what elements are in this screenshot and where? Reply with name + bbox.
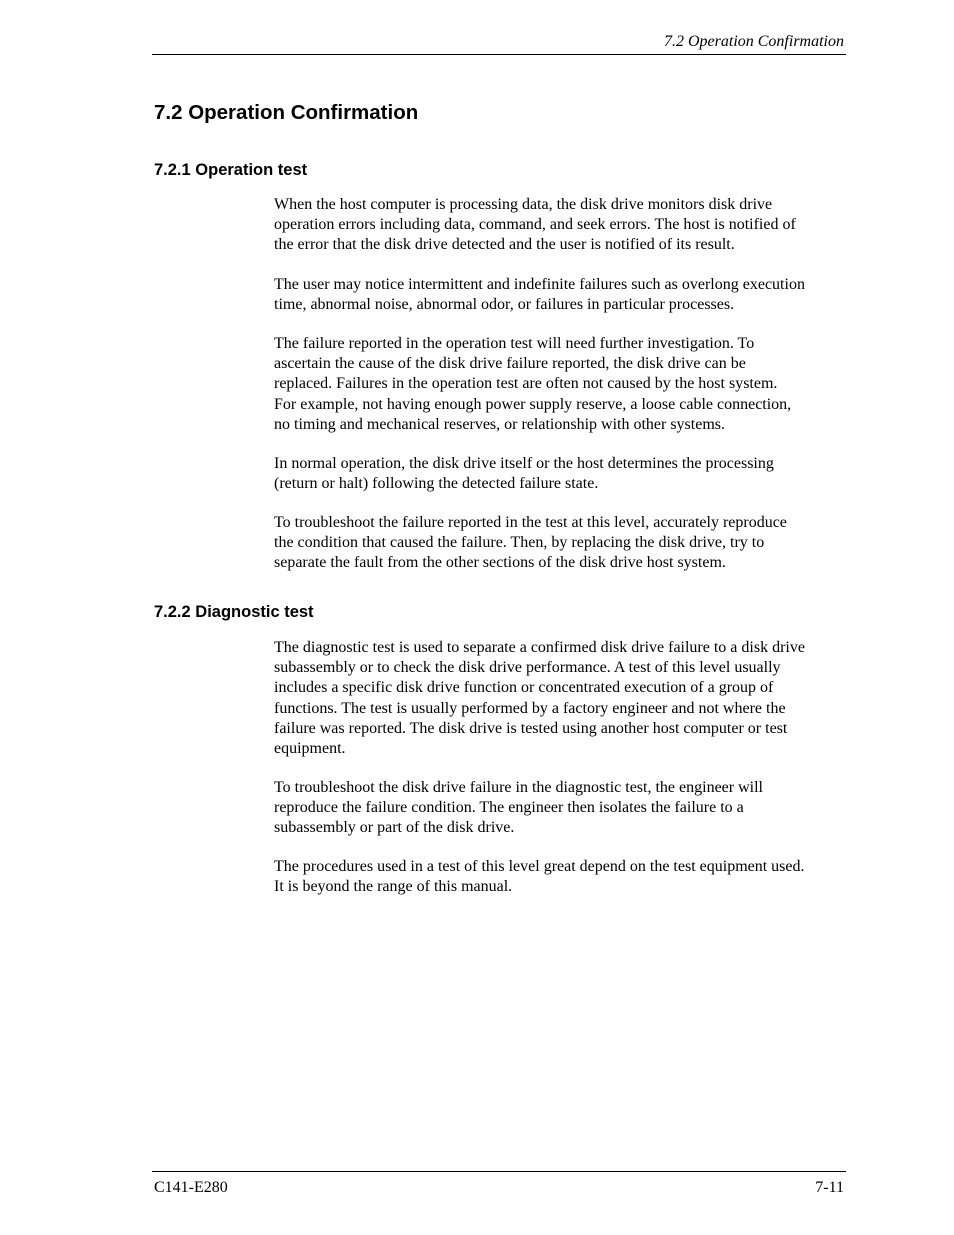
page-footer <box>152 1171 846 1202</box>
operation-test-paragraph: The failure reported in the operation test will need further investigation. To ascertain the cause of the disk drive failure reported, the disk drive can be replaced. Failures in the operation test are often not caused by the host system. For example, not having enough power supply reserve, a loose cable connection, no timing and mechanical reserves, or relationship with other systems. <box>274 335 792 433</box>
running-header <box>152 32 846 55</box>
diagnostic-test-paragraph: To troubleshoot the disk drive failure in the diagnostic test, the engineer will reproduce the failure condition. The engineer then isolates the failure to a subassembly or part of the disk drive. <box>274 779 763 837</box>
subsection-title-diagnostic-test: 7.2.2 Diagnostic test <box>154 603 314 621</box>
diagnostic-test-paragraph: The procedures used in a test of this level great depend on the test equipment used. It is beyond the range of this manual. <box>274 858 805 896</box>
operation-test-paragraph: The user may notice intermittent and indefinite failures such as overlong execution time, abnormal noise, abnormal odor, or failures in particular processes. <box>274 276 805 314</box>
running-header-title: 7.2 Operation Confirmation <box>663 33 844 50</box>
operation-test-paragraph: To troubleshoot the failure reported in the test at this level, accurately reproduce the condition that caused the failure. Then, by replacing the disk drive, try to separate the fault from the other sections of the disk drive host system. <box>274 514 787 572</box>
subsection-title-operation-test: 7.2.1 Operation test <box>154 161 308 179</box>
section-title: 7.2 Operation Confirmation <box>154 101 419 124</box>
page-number: 7-11 <box>815 1179 844 1196</box>
diagnostic-test-paragraph: The diagnostic test is used to separate a confirmed disk drive failure to a disk drive subassembly or to check the disk drive performance. A test of this level usually includes a specific disk drive function or concentrated execution of a group of functions. The test is usually performed by a factory engineer and not where the failure was reported. The disk drive is tested using another host computer or test equipment. <box>274 639 805 758</box>
document-code: C141-E280 <box>154 1179 228 1196</box>
operation-test-paragraph: When the host computer is processing data, the disk drive monitors disk drive operation errors including data, command, and seek errors. The host is notified of the error that the disk drive detected and the user is notified of its result. <box>274 196 796 254</box>
operation-test-paragraph: In normal operation, the disk drive itself or the host determines the processing (return or halt) following the detected failure state. <box>274 455 774 493</box>
